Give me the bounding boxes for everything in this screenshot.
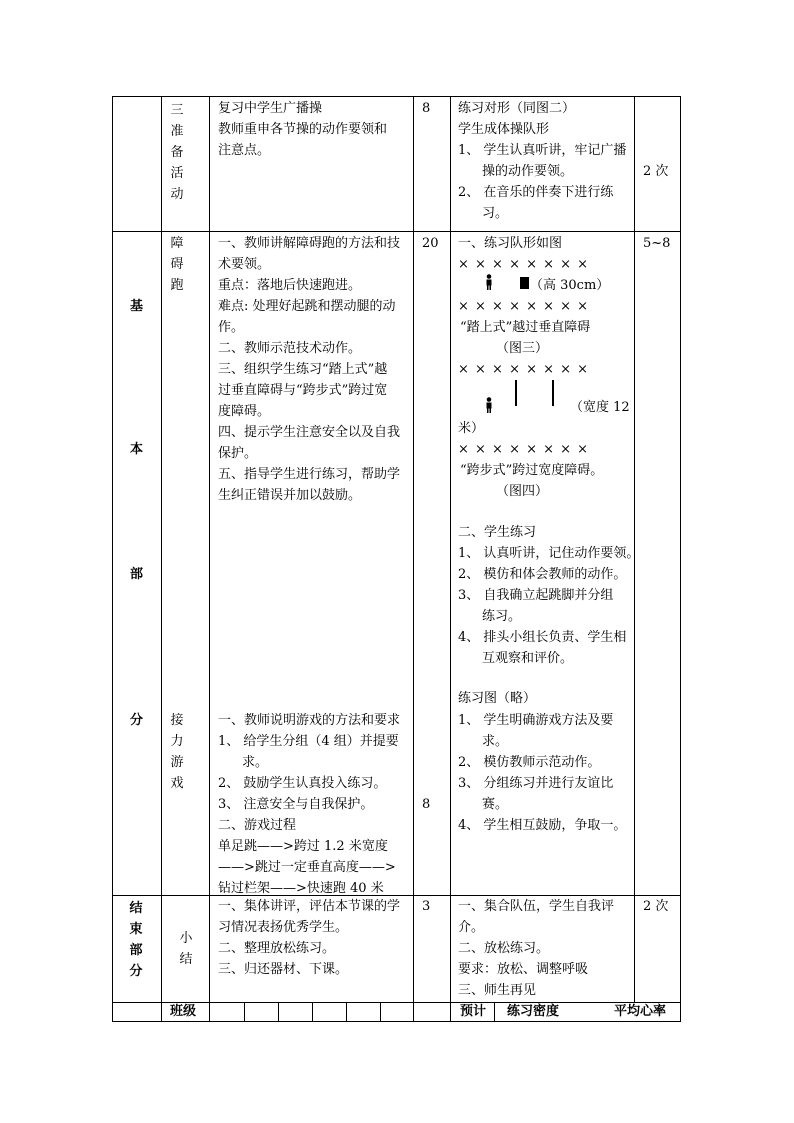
practice-item-3: 3、 自我确立起跳脚并分组: [458, 588, 614, 603]
obstacle-teacher-3: 重点：落地后快速跑进。: [218, 278, 362, 293]
figure-4-caption: （图四）: [496, 484, 549, 499]
formation-title: 一、练习队形如图: [458, 236, 563, 251]
obstacle-width-unit: 米）: [458, 421, 485, 436]
relay-student-2: 2、 模仿教师示范动作。: [458, 755, 601, 770]
prep-student-1: 练习对形（同图二）: [458, 101, 576, 116]
row-divider-prep: [112, 231, 681, 232]
obstacle-teacher-1: 一、教师讲解障碍跑的方法和技: [218, 236, 401, 251]
footer-cell-divider: [278, 1002, 279, 1022]
prep-title: 三准备活动: [170, 103, 184, 202]
obstacle-teacher-12: 五、指导学生进行练习，帮助学: [218, 467, 401, 482]
heart-rate-label: 平均心率: [614, 1004, 667, 1019]
width-obstacle-line-icon: [515, 380, 517, 406]
summary-title: 小结: [179, 931, 193, 967]
end-time: 3: [422, 899, 431, 914]
end-teacher-3: 二、整理放松练习。: [218, 941, 336, 956]
relay-teacher-9: 钻过栏架——>快速跑 40 米: [218, 881, 384, 896]
person-icon: [483, 397, 495, 413]
formation-row-2: × × × × × × × ×: [458, 299, 590, 314]
col-divider-2: [209, 96, 210, 1022]
footer-cell-divider: [346, 1002, 347, 1022]
end-count: 2 次: [643, 899, 669, 914]
obstacle-teacher-7: 三、组织学生练习“踏上式”越: [218, 362, 388, 377]
end-teacher-4: 三、归还器材、下课。: [218, 962, 349, 977]
footer-cell-divider: [494, 1002, 495, 1022]
relay-title: 接力游戏: [170, 713, 184, 791]
practice-figure-note: 练习图（略）: [458, 691, 537, 706]
footer-cell-divider: [380, 1002, 381, 1022]
prep-teacher-3: 注意点。: [218, 143, 271, 158]
footer-cell-divider: [244, 1002, 245, 1022]
col-divider-1: [161, 96, 162, 1022]
figure-3-caption: （图三）: [496, 341, 549, 356]
relay-teacher-4: 2、 鼓励学生认真投入练习。: [218, 776, 387, 791]
relay-teacher-1: 一、教师说明游戏的方法和要求: [218, 713, 401, 728]
obstacle-teacher-11: 保护。: [218, 446, 258, 461]
table-border-top: [112, 96, 681, 97]
practice-item-2: 2、 模仿和体会教师的动作。: [458, 567, 627, 582]
obstacle-height-label: （高 30cm）: [530, 278, 610, 293]
obstacle-teacher-2: 术要领。: [218, 257, 271, 272]
table-border-left: [112, 96, 113, 1022]
obstacle-teacher-6: 二、教师示范技术动作。: [218, 341, 362, 356]
formation-row-4: × × × × × × × ×: [458, 442, 590, 457]
width-obstacle-line-icon: [552, 380, 554, 406]
forecast-label: 预计: [460, 1004, 487, 1019]
basic-section-char-4: 分: [130, 713, 144, 728]
obstacle-width-label: （宽度 12: [570, 400, 630, 415]
relay-teacher-3: 求。: [242, 755, 269, 770]
formation-row-3: × × × × × × × ×: [458, 362, 590, 377]
relay-teacher-5: 3、 注意安全与自我保护。: [218, 797, 374, 812]
obstacle-teacher-9: 度障碍。: [218, 404, 271, 419]
relay-teacher-2: 1、 给学生分组（4 组）并提要: [218, 734, 399, 749]
practice-item-4: 4、 排头小组长负责、学生相: [458, 630, 627, 645]
relay-teacher-6: 二、游戏过程: [218, 818, 297, 833]
col-divider-3: [413, 96, 414, 1022]
relay-teacher-8: ——>跳过一定垂直高度——>: [218, 860, 396, 875]
col-divider-4: [450, 96, 451, 1022]
end-section-title: 结束部分: [129, 901, 143, 979]
basic-section-char-1: 基: [130, 299, 144, 314]
relay-teacher-7: 单足跳——>跨过 1.2 米宽度: [218, 839, 388, 854]
obstacle-title: 障碍跑: [170, 236, 184, 293]
obstacle-count: 5~8: [643, 236, 671, 251]
prep-student-6: 习。: [482, 206, 509, 221]
relay-student-3: 3、 分组练习并进行友谊比: [458, 776, 614, 791]
relay-student-1: 1、 学生明确游戏方法及要: [458, 713, 614, 728]
table-border-right: [680, 96, 681, 1022]
end-student-4: 要求：放松、调整呼吸: [458, 962, 589, 977]
relay-time: 8: [422, 797, 431, 812]
footer-cell-divider: [312, 1002, 313, 1022]
prep-teacher-1: 复习中学生广播操: [218, 101, 323, 116]
basic-section-char-2: 本: [130, 442, 144, 457]
practice-item-4-cont: 互观察和评价。: [482, 651, 574, 666]
basic-section-char-3: 部: [130, 567, 144, 582]
obstacle-teacher-10: 四、提示学生注意安全以及自我: [218, 425, 401, 440]
obstacle-teacher-8: 过垂直障碍与“跨步式”跨过宽: [218, 383, 388, 398]
stride-caption: “跨步式”跨过宽度障碍。: [460, 463, 604, 478]
table-border-bottom: [112, 1021, 681, 1022]
obstacle-teacher-4: 难点: 处理好起跳和摆动腿的动: [218, 299, 396, 314]
end-student-5: 三、师生再见: [458, 983, 537, 998]
end-student-1: 一、集合队伍，学生自我评: [458, 899, 615, 914]
density-label: 练习密度: [507, 1004, 560, 1019]
practice-item-1: 1、 认真听讲，记住动作要领。: [458, 546, 640, 561]
formation-row-1: × × × × × × × ×: [458, 257, 590, 272]
lesson-plan-table: [112, 96, 681, 1022]
prep-student-5: 2、 在音乐的伴奏下进行练: [458, 185, 614, 200]
practice-title: 二、学生练习: [458, 525, 537, 540]
relay-student-4: 4、 学生相互鼓励，争取一。: [458, 818, 627, 833]
relay-student-1-cont: 求。: [482, 734, 509, 749]
row-divider-end: [112, 1002, 681, 1003]
relay-student-3-cont: 赛。: [482, 797, 509, 812]
end-student-3: 二、放松练习。: [458, 941, 550, 956]
obstacle-teacher-13: 生纠正错误并加以鼓励。: [218, 488, 362, 503]
prep-teacher-2: 教师重申各节操的动作要领和: [218, 122, 388, 137]
step-over-caption: “踏上式”越过垂直障碍: [460, 320, 591, 335]
prep-time: 8: [422, 101, 431, 116]
prep-count: 2 次: [643, 164, 669, 179]
end-teacher-2: 习情况表扬优秀学生。: [218, 920, 349, 935]
person-icon: [483, 274, 495, 290]
end-student-2: 介。: [458, 920, 485, 935]
prep-student-4: 操的动作要领。: [482, 164, 574, 179]
practice-item-3-cont: 练习。: [482, 609, 522, 624]
end-teacher-1: 一、集体讲评，评估本节课的学: [218, 899, 401, 914]
vertical-obstacle-block-icon: [520, 277, 529, 289]
class-label: 班级: [170, 1004, 197, 1019]
prep-student-3: 1、 学生认真听讲，牢记广播: [458, 143, 627, 158]
obstacle-teacher-5: 作。: [218, 320, 245, 335]
prep-student-2: 学生成体操队形: [458, 122, 550, 137]
obstacle-time: 20: [422, 236, 439, 251]
